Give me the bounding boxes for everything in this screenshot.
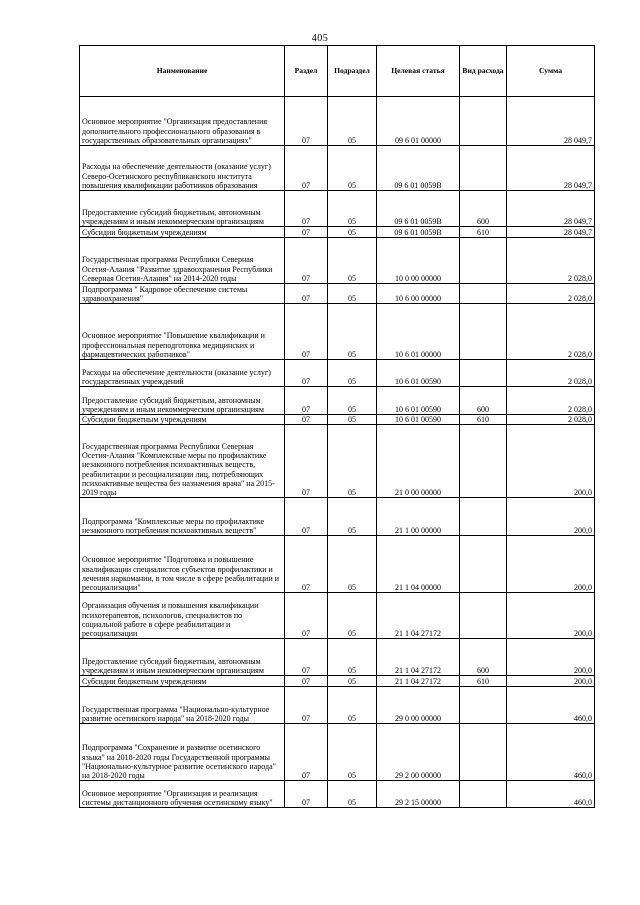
table-row [80,227,595,238]
cell-razdel: 07 [285,687,328,724]
cell-podrazdel: 05 [328,284,377,304]
cell-razdel: 07 [285,360,328,387]
cell-name: Организация обучения и повышения квалификации психотерапевтов, психологов, специалистов по социальной работе в сфере реабилитации и ресоциализации [80,593,285,639]
cell-name: Предоставление субсидий бюджетным, автономным учреждениям и иным некоммерческим организациям [80,639,285,676]
cell-target: 10 6 01 00000 [377,304,460,360]
cell-name: Субсидии бюджетным учреждениям [80,227,285,238]
column-header-razdel: Раздел [285,46,328,97]
cell-target: 21 0 00 00000 [377,425,460,498]
cell-sum: 2 028,0 [507,360,595,387]
cell-podrazdel: 05 [328,146,377,191]
cell-podrazdel: 05 [328,227,377,238]
cell-target: 21 1 04 00000 [377,536,460,593]
cell-podrazdel: 05 [328,639,377,676]
cell-vid [460,97,507,146]
cell-razdel: 07 [285,304,328,360]
cell-vid [460,498,507,536]
table-row [80,238,595,284]
cell-target: 21 1 04 27172 [377,593,460,639]
cell-podrazdel: 05 [328,387,377,415]
budget-table [79,45,595,808]
cell-name: Подпрограмма " Кадровое обеспечение системы здравоохранения" [80,284,285,304]
table-row [80,425,595,498]
cell-sum: 28 049,7 [507,146,595,191]
cell-vid: 610 [460,676,507,687]
cell-razdel: 07 [285,387,328,415]
cell-sum: 2 028,0 [507,284,595,304]
cell-razdel: 07 [285,191,328,227]
cell-podrazdel: 05 [328,498,377,536]
cell-sum: 200,0 [507,639,595,676]
table-row [80,387,595,415]
cell-sum: 2 028,0 [507,415,595,425]
cell-razdel: 07 [285,425,328,498]
cell-sum: 460,0 [507,687,595,724]
cell-name: Подпрограмма "Сохранение и развитие осетинского языка" на 2018-2020 годы Государственной программы "Национально-культурное развитие осетинского народа" на 2018-2020 годы [80,724,285,781]
cell-razdel: 07 [285,639,328,676]
table-row [80,146,595,191]
cell-podrazdel: 05 [328,724,377,781]
cell-name: Основное мероприятие "Повышение квалификации и профессиональная переподготовка медицинских и фармацевтических работников" [80,304,285,360]
cell-vid: 600 [460,191,507,227]
cell-target: 10 6 01 00590 [377,415,460,425]
table-row [80,191,595,227]
cell-sum: 2 028,0 [507,238,595,284]
cell-vid [460,146,507,191]
table-row [80,639,595,676]
cell-target: 29 2 00 00000 [377,724,460,781]
cell-vid [460,238,507,284]
cell-sum: 200,0 [507,676,595,687]
cell-podrazdel: 05 [328,191,377,227]
cell-razdel: 07 [285,146,328,191]
cell-sum: 460,0 [507,724,595,781]
table-header-row [80,46,595,97]
cell-name: Субсидии бюджетным учреждениям [80,676,285,687]
cell-name: Государственная программа "Национально-культурное развитие осетинского народа" на 2018-2020 годы [80,687,285,724]
cell-sum: 28 049,7 [507,227,595,238]
table-row [80,781,595,808]
cell-vid: 610 [460,415,507,425]
cell-vid [460,781,507,808]
table-row [80,97,595,146]
cell-target: 10 6 01 00590 [377,360,460,387]
cell-vid [460,304,507,360]
cell-podrazdel: 05 [328,97,377,146]
cell-podrazdel: 05 [328,360,377,387]
cell-name: Предоставление субсидий бюджетным, автономным учреждениям и иным некоммерческим организациям [80,191,285,227]
cell-razdel: 07 [285,415,328,425]
cell-razdel: 07 [285,498,328,536]
cell-razdel: 07 [285,781,328,808]
cell-name: Государственная программа Республики Северная Осетия-Алания "Комплексные меры по профилактике незаконного потребления психоактивных веществ, реабилитации и ресоциализации лиц, потребляющих психоактивные вещества без назначения врача" на 2015-2019 годы [80,425,285,498]
cell-name: Основное мероприятие "Подготовка и повышение квалификации специалистов субъектов профилактики и лечения наркомании, в том числе в сфере реабилитации и ресоциализации" [80,536,285,593]
cell-razdel: 07 [285,536,328,593]
column-header-podrazdel: Подраздел [328,46,377,97]
cell-name: Расходы на обеспечение деятельности (оказание услуг) государственных учреждений [80,360,285,387]
cell-vid [460,687,507,724]
cell-razdel: 07 [285,238,328,284]
cell-target: 10 0 00 00000 [377,238,460,284]
cell-sum: 28 049,7 [507,191,595,227]
cell-podrazdel: 05 [328,425,377,498]
cell-name: Основное мероприятие "Организация предоставления дополнительного профессионального образования в государственных образовательных организациях" [80,97,285,146]
cell-podrazdel: 05 [328,676,377,687]
page-number: 405 [311,33,329,44]
cell-podrazdel: 05 [328,536,377,593]
column-header-sum: Сумма [507,46,595,97]
cell-target: 21 1 00 00000 [377,498,460,536]
cell-vid: 600 [460,639,507,676]
cell-vid [460,536,507,593]
cell-vid [460,593,507,639]
cell-sum: 200,0 [507,593,595,639]
cell-vid [460,425,507,498]
cell-sum: 460,0 [507,781,595,808]
cell-vid: 600 [460,387,507,415]
cell-name: Предоставление субсидий бюджетным, автономным учреждениям и иным некоммерческим организациям [80,387,285,415]
cell-razdel: 07 [285,97,328,146]
cell-target: 10 6 01 00590 [377,387,460,415]
cell-razdel: 07 [285,284,328,304]
table-row [80,724,595,781]
column-header-vid: Вид расхода [460,46,507,97]
cell-target: 10 6 00 00000 [377,284,460,304]
cell-razdel: 07 [285,593,328,639]
table-body [80,97,595,808]
cell-target: 09 6 01 0059В [377,146,460,191]
cell-target: 09 6 01 0059В [377,227,460,238]
cell-sum: 28 049,7 [507,97,595,146]
cell-name: Расходы на обеспечение деятельности (оказание услуг) Северо-Осетинского республиканского института повышения квалификации работников образования [80,146,285,191]
table-row [80,415,595,425]
cell-target: 29 0 00 00000 [377,687,460,724]
column-header-name: Наименование [80,46,285,97]
cell-vid [460,360,507,387]
cell-razdel: 07 [285,676,328,687]
cell-sum: 200,0 [507,536,595,593]
cell-podrazdel: 05 [328,593,377,639]
cell-razdel: 07 [285,227,328,238]
table-row [80,593,595,639]
table-row [80,676,595,687]
table-row [80,284,595,304]
cell-target: 29 2 15 00000 [377,781,460,808]
cell-target: 09 6 01 00000 [377,97,460,146]
cell-name: Государственная программа Республики Северная Осетия-Алания "Развитие здравоохранения Республики Северная Осетия-Алания" на 2014-2020 годы [80,238,285,284]
table-row [80,536,595,593]
cell-sum: 2 028,0 [507,387,595,415]
cell-sum: 200,0 [507,498,595,536]
table-row [80,687,595,724]
cell-podrazdel: 05 [328,687,377,724]
cell-target: 21 1 04 27172 [377,676,460,687]
cell-sum: 200,0 [507,425,595,498]
cell-vid [460,284,507,304]
cell-vid: 610 [460,227,507,238]
cell-sum: 2 028,0 [507,304,595,360]
cell-name: Основное мероприятие "Организация и реализация системы дистанционного обучения осетинскому языку" [80,781,285,808]
cell-razdel: 07 [285,724,328,781]
table-row [80,304,595,360]
cell-podrazdel: 05 [328,304,377,360]
cell-podrazdel: 05 [328,781,377,808]
cell-podrazdel: 05 [328,238,377,284]
cell-vid [460,724,507,781]
column-header-target: Целевая статья [377,46,460,97]
table-row [80,498,595,536]
cell-podrazdel: 05 [328,415,377,425]
table-row [80,360,595,387]
cell-target: 21 1 04 27172 [377,639,460,676]
cell-name: Субсидии бюджетным учреждениям [80,415,285,425]
cell-target: 09 6 01 0059В [377,191,460,227]
cell-name: Подпрограмма "Комплексные меры по профилактике незаконного потребления психоактивных веществ" [80,498,285,536]
